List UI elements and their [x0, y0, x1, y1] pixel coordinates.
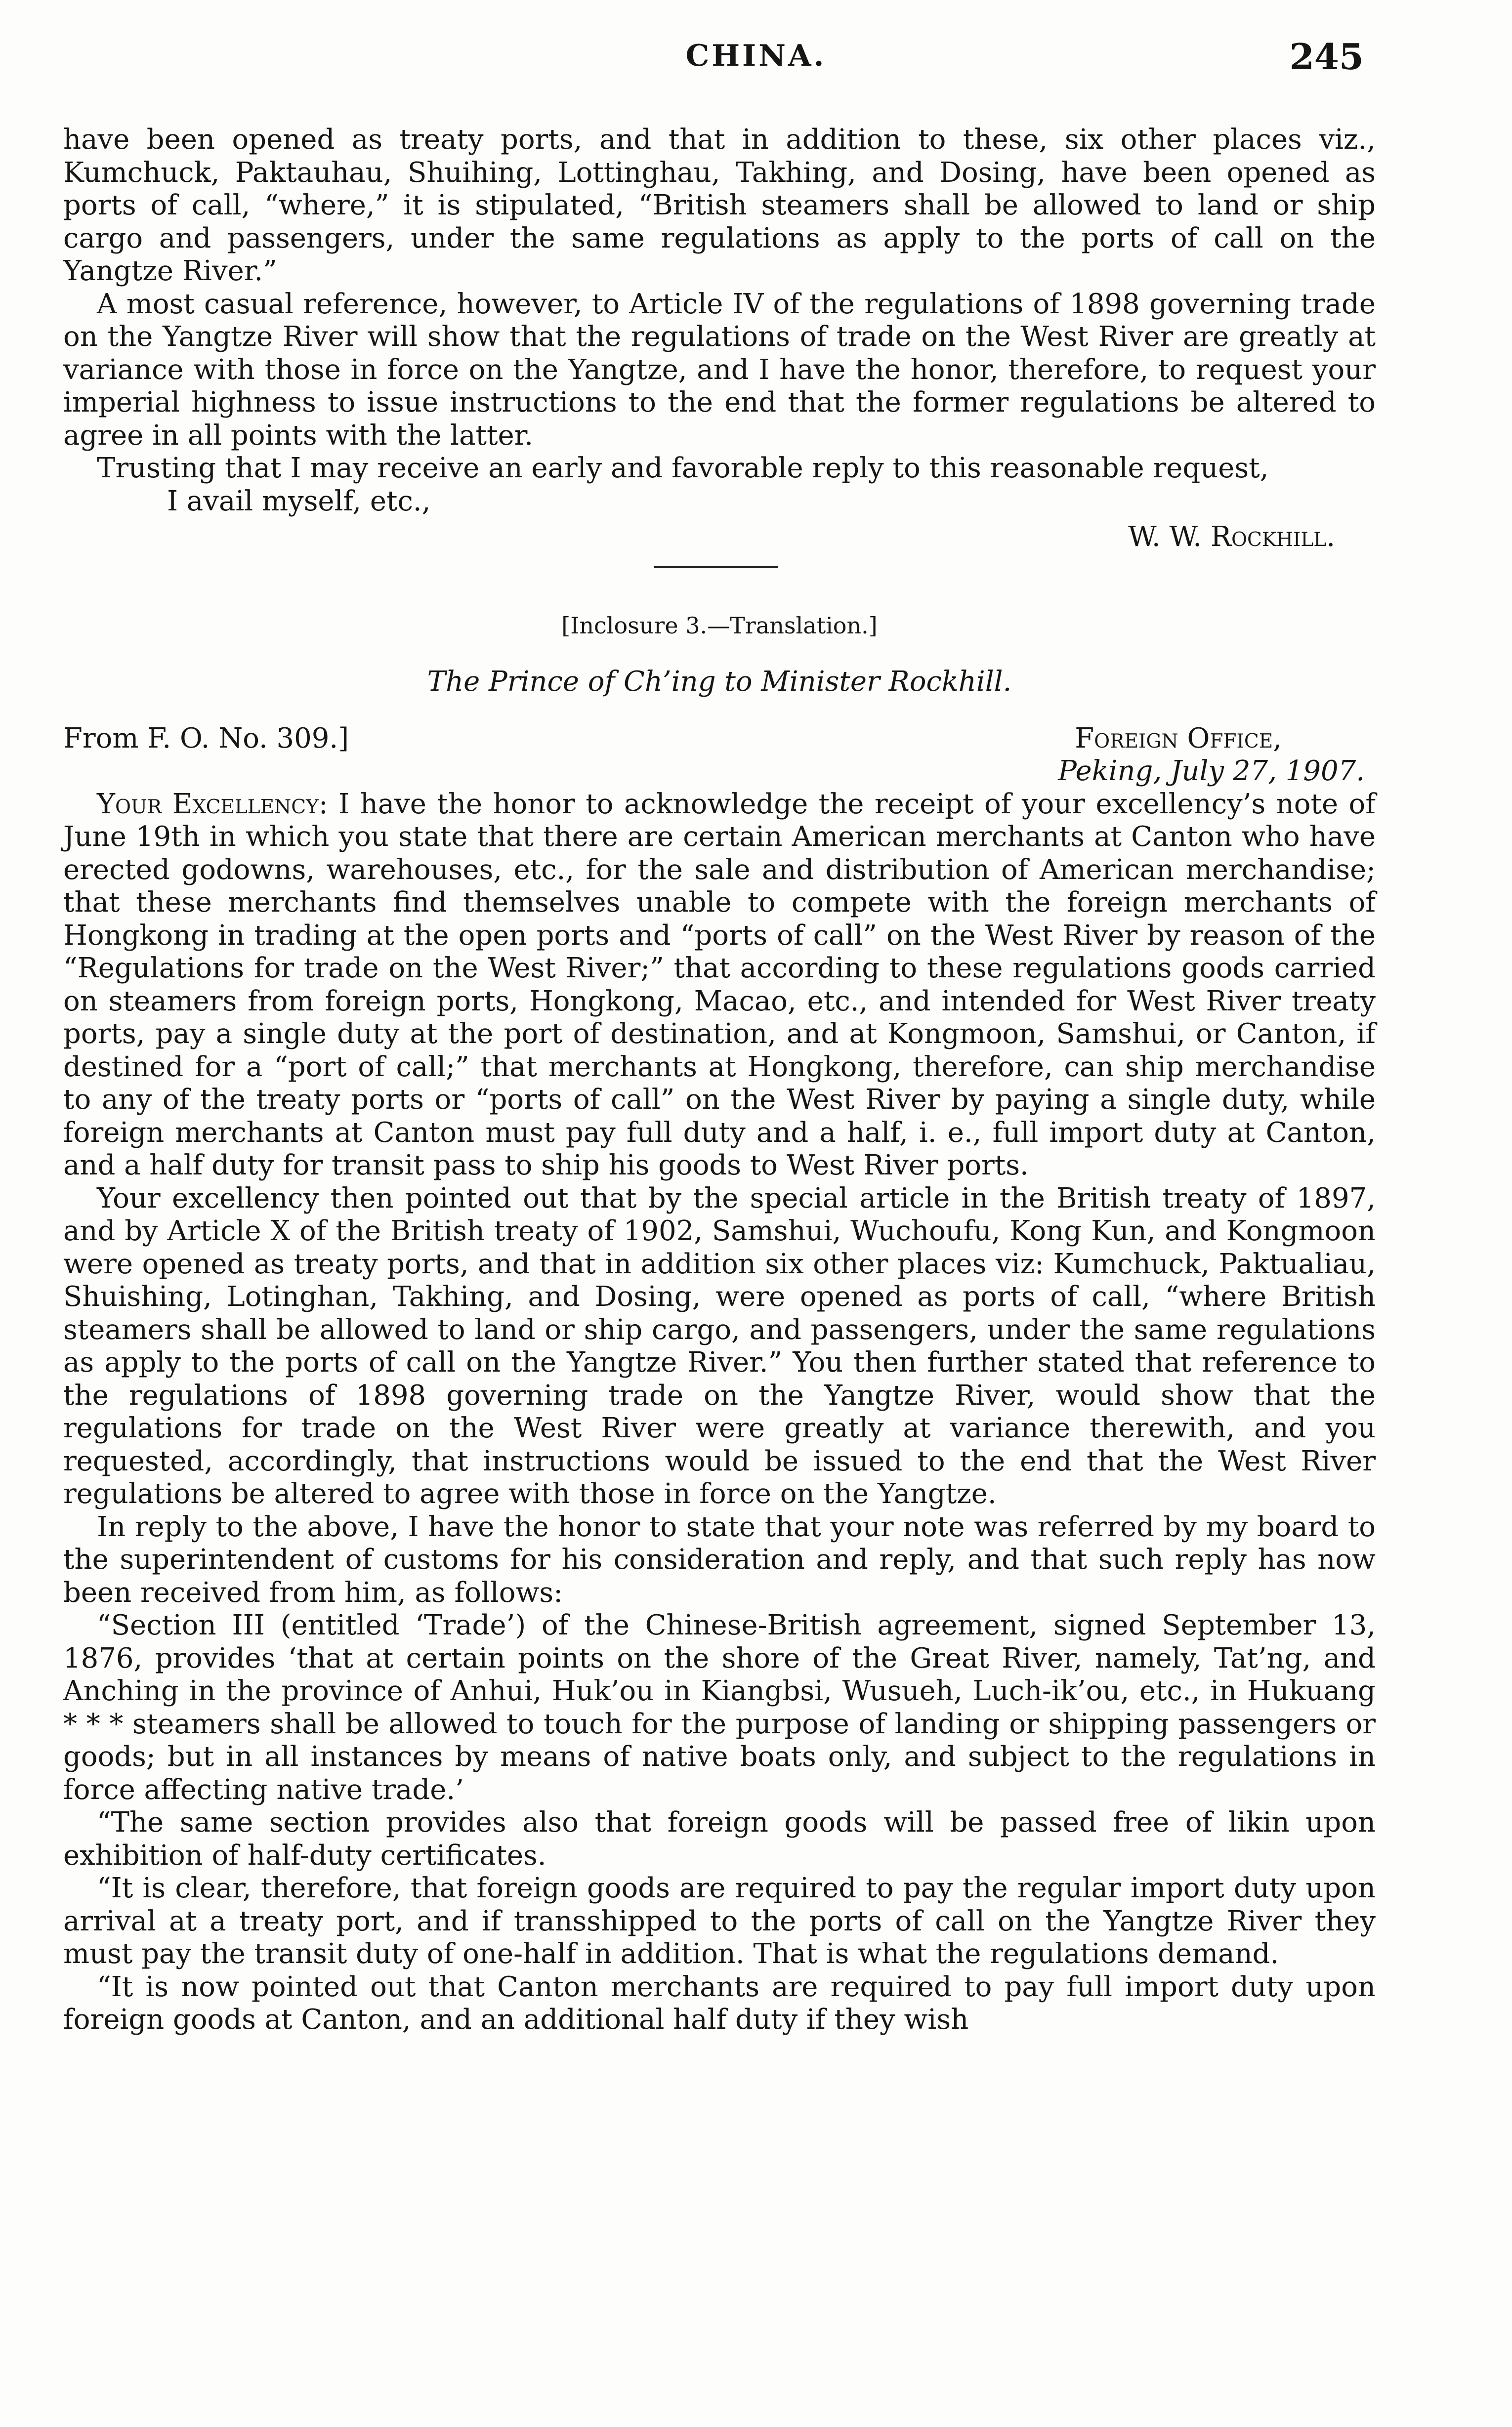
letter2-quote-paragraph-3: “It is clear, therefore, that foreign goods are required to pay the regular import duty upon arrival at a treaty port, and if transshipped to the ports of call on the Yangtze River they must pay the transit duty of one-half in addition. That is what the regulations demand.	[63, 1872, 1376, 1970]
text-column	[63, 124, 1376, 2037]
letter2-paragraph-2: Your excellency then pointed out that by the special article in the British treaty of 1897, and by Article X of the British treaty of 1902, Samshui, Wuchoufu, Kong Kun, and Kongmoon were opened as treaty ports, and that in addition six other places viz: Kumchuck, Paktualiau, Shuishing, Lotinghan, Takhing, and Dosing, were opened as ports of call, “where British steamers shall be allowed to land or ship cargo, and passengers, under the same regulations as apply to the ports of call on the Yangtze River.” You then further stated that reference to the regulations of 1898 governing trade on the Yangtze River, would show that the regulations for trade on the West River were greatly at variance therewith, and you requested, accordingly, that instructions would be issued to the end that the West River regulations be altered to agree with those in force on the Yangtze.	[63, 1182, 1376, 1510]
divider-rule	[654, 566, 778, 568]
letter1-paragraph-1: have been opened as treaty ports, and that in addition to these, six other places viz., Kumchuck, Paktauhau, Shuihing, Lottinghau, Takhing, and Dosing, have been opened as ports of call, “where,” it is stipulated, “British steamers shall be allowed to land or ship cargo and passengers, under the same regulations as apply to the ports of call on the Yangtze River.”	[63, 124, 1376, 287]
letter-title: The Prince of Ch’ing to Minister Rockhill.	[427, 666, 1012, 698]
letter2-quote-paragraph-1: “Section III (entitled ‘Trade’) of the Chinese-British agreement, signed September 13, 1876, provides ‘that at certain points on the shore of the Great River, namely, Tat’ng, and Anching in the province of Anhui, Huk’ou in Kiangbsi, Wusueh, Luch-ik’ou, etc., in Hukuang * * * steamers shall be allowed to touch for the purpose of landing or shipping passengers or goods; but in all instances by means of native boats only, and subject to the regulations in force affecting native trade.’	[63, 1609, 1376, 1806]
salutation: Your Excellency	[97, 788, 319, 820]
letter2-quote-paragraph-4: “It is now pointed out that Canton merchants are required to pay full import duty upon foreign goods at Canton, and an additional half duty if they wish	[63, 1970, 1376, 2036]
letter1-paragraph-3: Trusting that I may receive an early and favorable reply to this reasonable request,	[97, 452, 1269, 484]
letter2-paragraph-1-text: : I have the honor to acknowledge the receipt of your excellency’s note of June 19th in which you state that there are certain American merchants at Canton who have erected godowns, warehouses, etc., for the sale and distribution of American merchandise; that these merchants find themselves unable to compete with the foreign merchants of Hongkong in trading at the open ports and “ports of call” on the West River by reason of the “Regulations for trade on the West River;” that according to these regulations goods carried on steamers from foreign ports, Hongkong, Macao, etc., and intended for West River treaty ports, pay a single duty at the port of destination, and at Kongmoon, Samshui, or Canton, if destined for a “port of call;” that merchants at Hongkong, therefore, can ship merchandise to any of the treaty ports or “ports of call” on the West River by paying a single duty, while foreign merchants at Canton must pay full duty and a half, i. e., full import duty at Canton, and a half duty for transit pass to ship his goods to West River ports.	[63, 788, 1376, 1181]
section-divider	[63, 554, 1376, 597]
letter1-paragraph-2: A most casual reference, however, to Article IV of the regulations of 1898 governing trade on the Yangtze River will show that the regulations of trade on the West River are greatly at variance with those in force on the Yangtze, and I have the honor, therefore, to request your imperial highness to issue instructions to the end that the former regulations be altered to agree in all points with the latter.	[63, 288, 1376, 452]
from-line	[63, 722, 1376, 755]
letter1-closing: I avail myself, etc.,	[167, 485, 431, 517]
running-head-title: CHINA.	[685, 39, 827, 73]
place-date: Peking, July 27, 1907.	[1058, 755, 1365, 787]
letter2-paragraph-1	[63, 788, 1376, 1182]
letter1-signature: W. W. Rockhill.	[1128, 521, 1335, 553]
page-number: 245	[1289, 36, 1364, 78]
inclosure-label: [Inclosure 3.—Translation.]	[561, 612, 878, 639]
letter2-paragraph-3: In reply to the above, I have the honor to state that your note was referred by my board to the superintendent of customs for his consideration and reply, and that such reply has now been received from him, as follows:	[63, 1510, 1376, 1609]
foreign-office-heading: Foreign Office,	[1075, 722, 1282, 754]
letter2-quote-paragraph-2: “The same section provides also that foreign goods will be passed free of likin upon exhibition of half-duty certificates.	[63, 1806, 1376, 1872]
from-reference: From F. O. No. 309.]	[63, 722, 349, 754]
